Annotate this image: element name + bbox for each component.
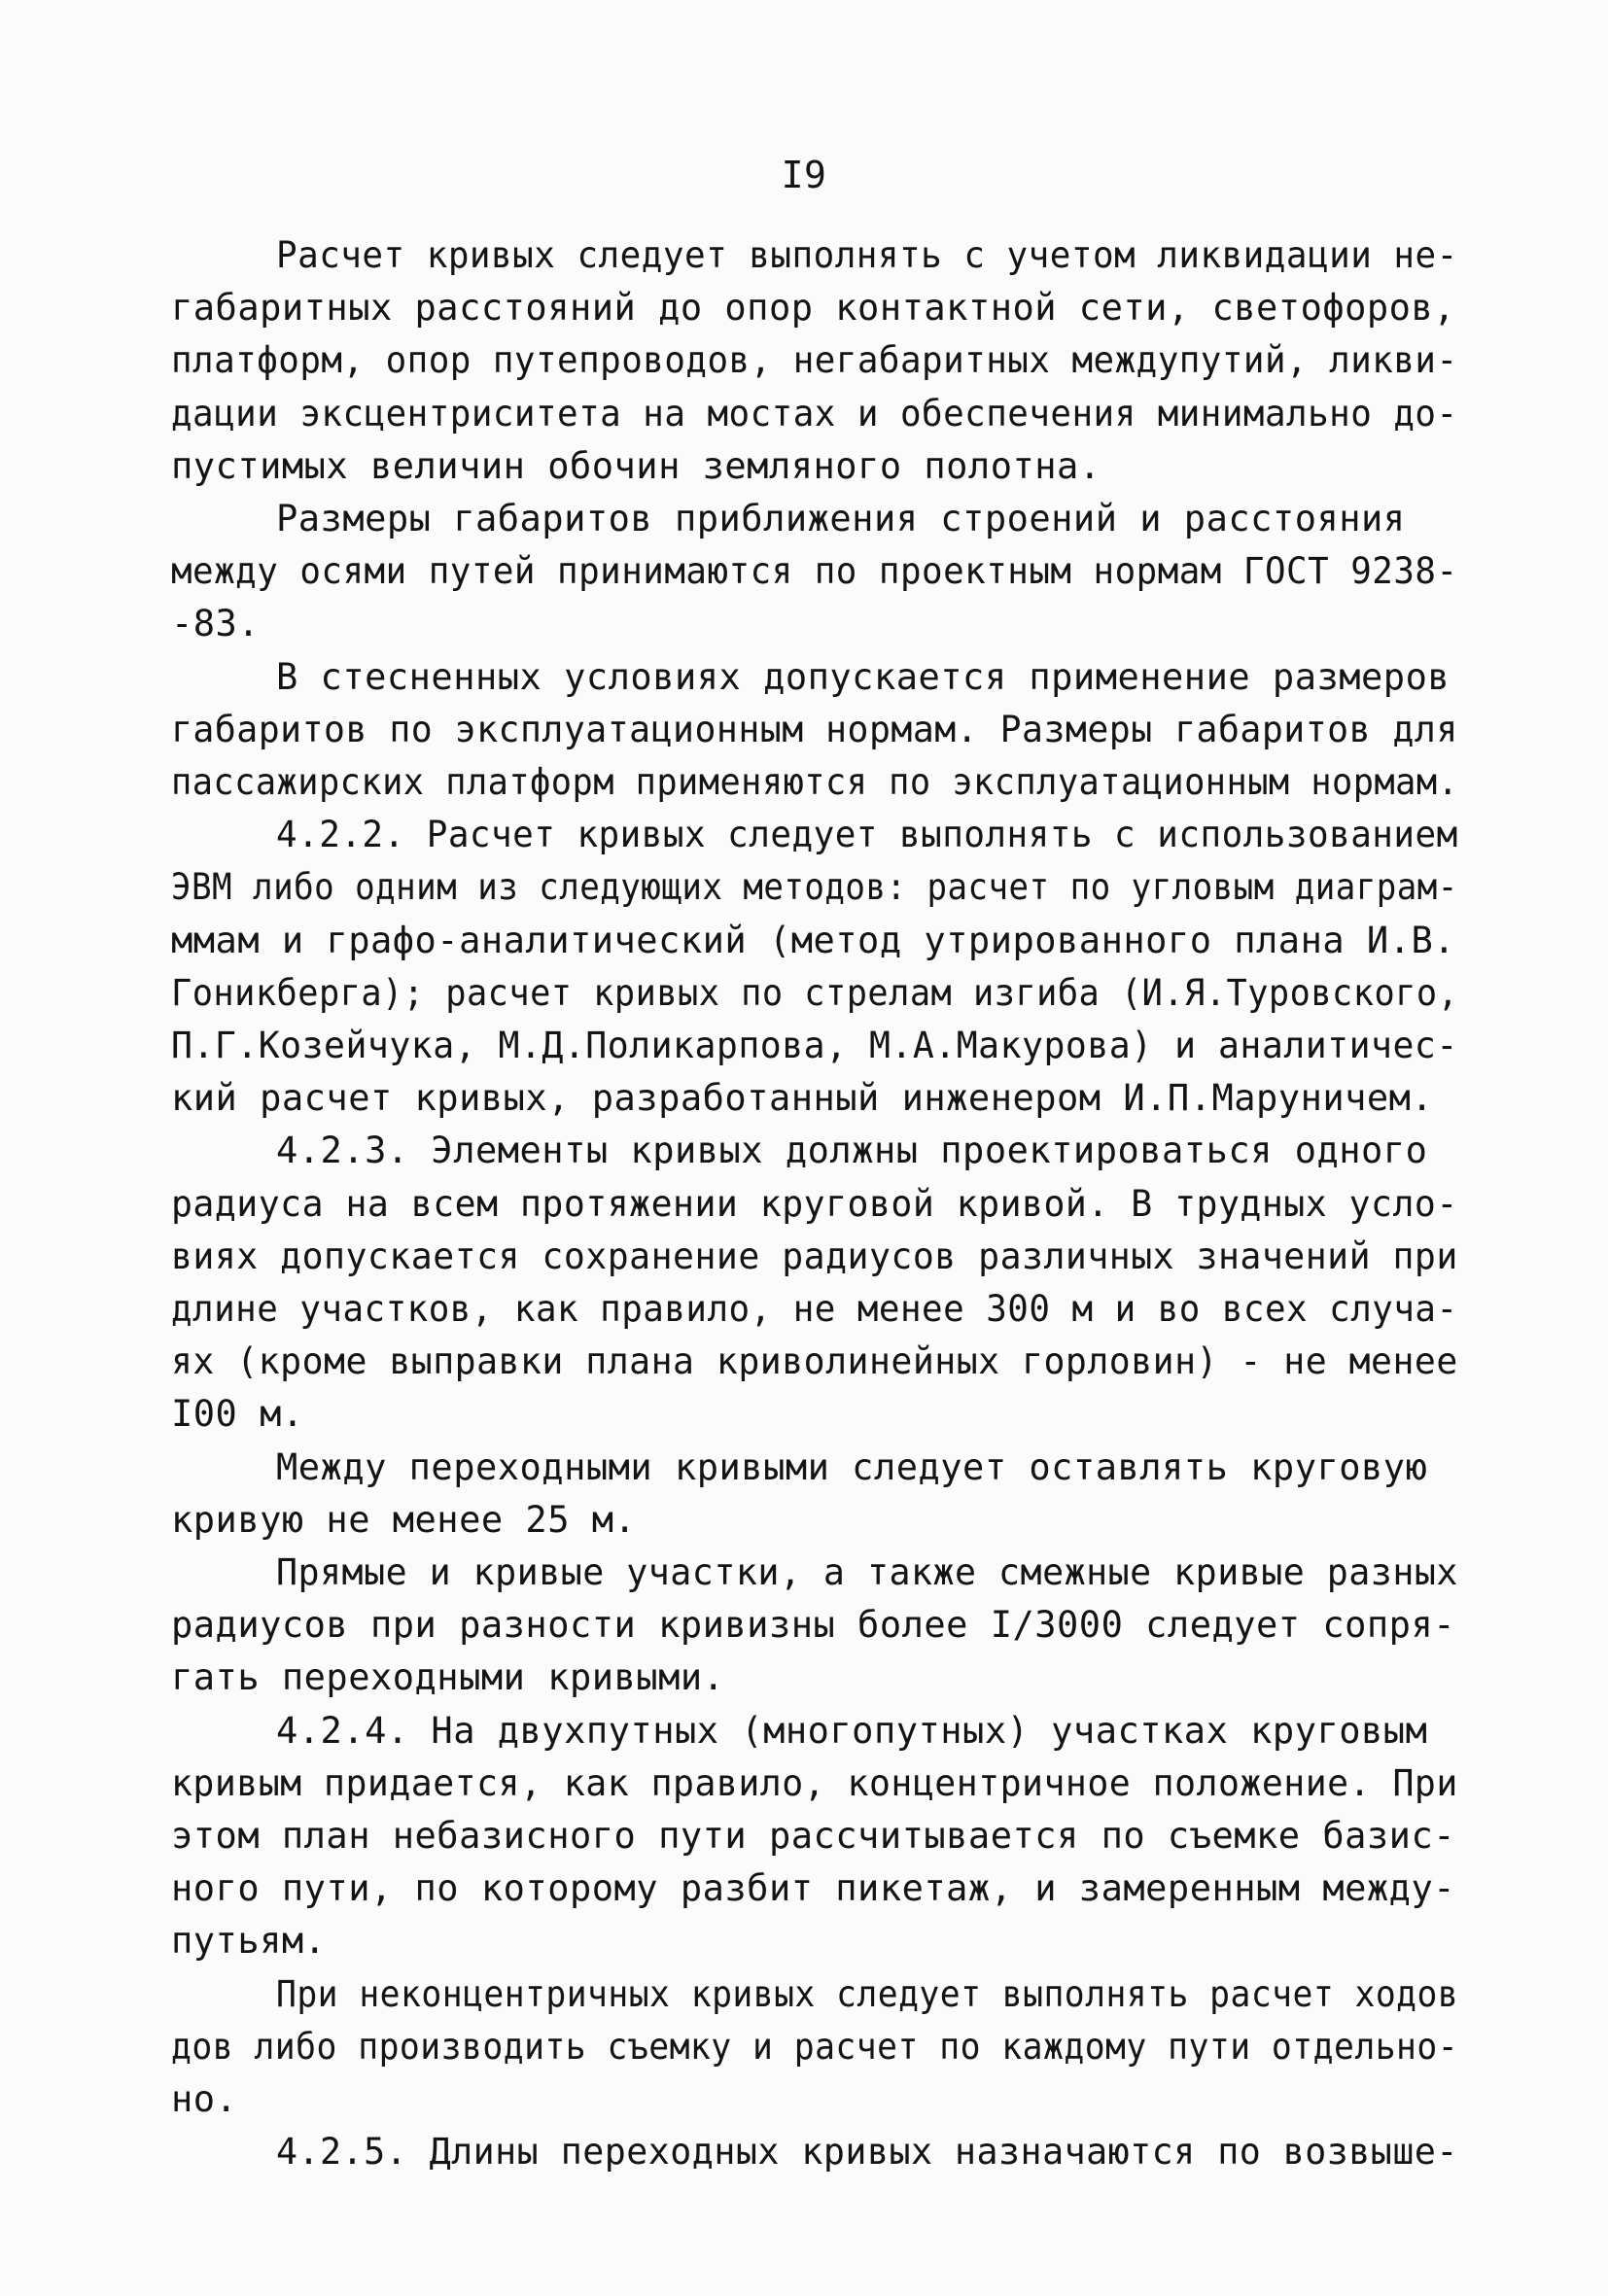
text-line: ЭВМ либо одним из следующих методов: расчет по угловым диаграм- [171, 866, 1458, 909]
text-line: 4.2.4. На двухпутных (многопутных) участках круговым [276, 1709, 1428, 1752]
text-line: кривым придается, как правило, концентричное положение. При [171, 1761, 1458, 1804]
text-line: между осями путей принимаются по проектным нормам ГОСТ 9238- [171, 550, 1458, 593]
text-line: Размеры габаритов приближения строений и расстояния [276, 498, 1406, 539]
text-line: Расчет кривых следует выполнять с учетом ликвидации не- [276, 234, 1458, 276]
page-number: I9 [781, 154, 827, 196]
text-line: виях допускается сохранение радиусов различных значений при [171, 1235, 1458, 1277]
text-line: Прямые и кривые участки, а также смежные кривые разных [276, 1551, 1458, 1593]
text-line: П.Г.Козейчука, М.Д.Поликарпова, М.А.Макурова) и аналитичес- [171, 1025, 1458, 1066]
text-line: радиусов при разности кривизны более I/3000 следует сопря- [171, 1604, 1456, 1647]
text-line: ях (кроме выправки плана криволинейных горловин) - не менее [171, 1340, 1458, 1383]
text-line: ммам и графо-аналитический (метод утрированного плана И.В. [171, 919, 1456, 961]
text-line: ного пути, по которому разбит пикетаж, и замеренным между- [171, 1867, 1456, 1910]
text-line: дации эксцентриситета на мостах и обеспечения минимально до- [171, 392, 1458, 435]
text-line: но. [171, 2078, 238, 2120]
text-line: 4.2.3. Элементы кривых должны проектироваться одного [276, 1130, 1428, 1172]
text-line: кривую не менее 25 м. [171, 1498, 637, 1541]
text-line: 4.2.5. Длины переходных кривых назначаются по возвыше- [276, 2131, 1458, 2174]
text-line: При неконцентричных кривых следует выполнять расчет ходов [276, 1972, 1459, 2015]
text-line: В стесненных условиях допускается применение размеров [276, 655, 1451, 698]
text-line: радиуса на всем протяжении круговой кривой. В трудных усло- [171, 1182, 1458, 1225]
text-line: гать переходными кривыми. [171, 1656, 725, 1699]
text-line: пассажирских платформ применяются по эксплуатационным нормам. [171, 761, 1459, 803]
text-line: габаритных расстояний до опор контактной сети, светофоров, [171, 287, 1456, 330]
text-line: дов либо производить съемку и расчет по каждому пути отдельно- [171, 2025, 1459, 2068]
text-line: длине участков, как правило, не менее 300 м и во всех случа- [171, 1288, 1458, 1330]
text-line: пустимых величин обочин земляного полотна. [171, 444, 1101, 487]
text-line: Гоникберга); расчет кривых по стрелам изгиба (И.Я.Туровского, [171, 971, 1459, 1014]
text-line: -83. [171, 603, 261, 645]
text-line: платформ, опор путепроводов, негабаритных междупутий, ликви- [171, 339, 1458, 382]
text-line: габаритов по эксплуатационным нормам. Размеры габаритов для [171, 708, 1458, 750]
text-line: путьям. [171, 1920, 327, 1963]
text-line: Между переходными кривыми следует оставлять круговую [276, 1445, 1428, 1488]
text-line: 4.2.2. Расчет кривых следует выполнять с использованием [276, 814, 1458, 856]
text-line: кий расчет кривых, разработанный инженером И.П.Маруничем. [171, 1077, 1434, 1120]
text-line: I00 м. [171, 1393, 304, 1436]
text-line: этом план небазисного пути рассчитывается по съемке базис- [171, 1815, 1456, 1857]
